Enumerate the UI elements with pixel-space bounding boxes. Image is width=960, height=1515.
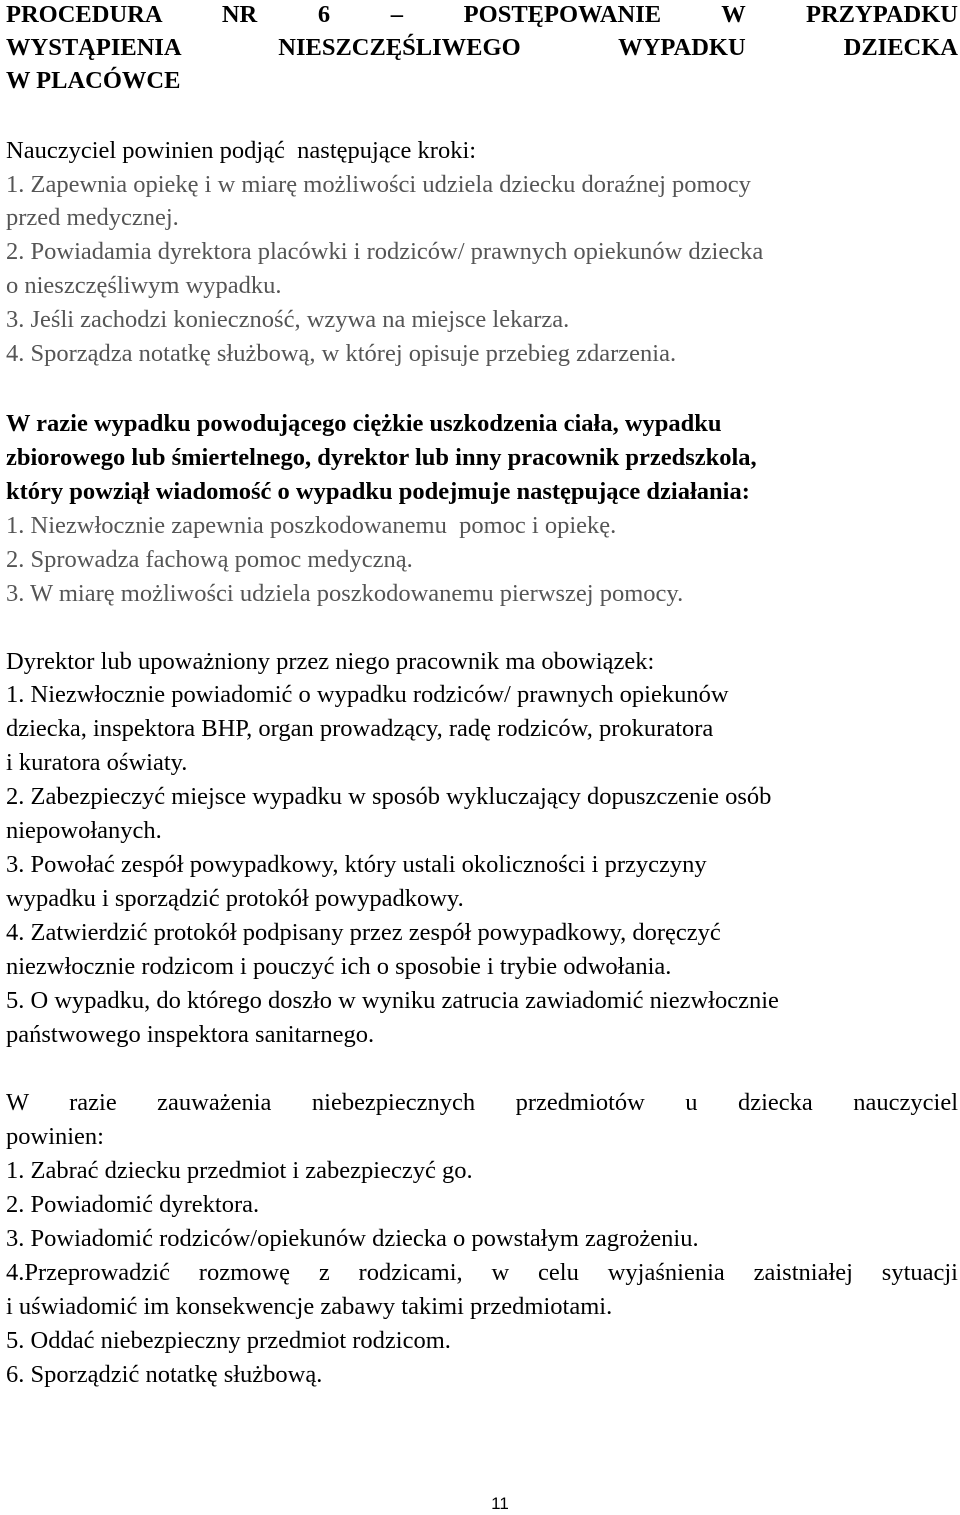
section3-line: niepowołanych.	[6, 817, 162, 844]
page-number: 11	[491, 1494, 509, 1513]
title-line-3: W PLACÓWCE	[6, 67, 181, 94]
section1-line: 4. Sporządza notatkę służbową, w której opisuje przebieg zdarzenia.	[6, 340, 677, 367]
section4-line: 2. Powiadomić dyrektora.	[6, 1191, 260, 1218]
section3-line: niezwłocznie rodzicom i pouczyć ich o sposobie i trybie odwołania.	[6, 953, 672, 980]
section3-line: 4. Zatwierdzić protokół podpisany przez zespół powypadkowy, doręczyć	[6, 919, 721, 946]
section3-line: państwowego inspektora sanitarnego.	[6, 1021, 375, 1048]
section2-intro-line: który powziął wiadomość o wypadku podejmuje następujące działania:	[6, 478, 750, 505]
section4-line: 3. Powiadomić rodziców/opiekunów dziecka o powstałym zagrożeniu.	[6, 1225, 699, 1252]
section3-line: 1. Niezwłocznie powiadomić o wypadku rodziców/ prawnych opiekunów	[6, 681, 729, 708]
section2-line: 2. Sprowadza fachową pomoc medyczną.	[6, 546, 413, 573]
section2-line: 3. W miarę możliwości udziela poszkodowanemu pierwszej pomocy.	[6, 580, 684, 607]
section3-intro: Dyrektor lub upoważniony przez niego pracownik ma obowiązek:	[6, 648, 655, 675]
section1-line: 3. Jeśli zachodzi konieczność, wzywa na miejsce lekarza.	[6, 306, 570, 333]
section3-line: 5. O wypadku, do którego doszło w wyniku zatrucia zawiadomić niezwłocznie	[6, 987, 779, 1014]
section4-item4-line: 4.Przeprowadzić rozmowę z rodzicami, w celu wyjaśnienia zaistniałej sytuacji	[6, 1259, 958, 1286]
title-line-1: PROCEDURA NR 6 – POSTĘPOWANIE W PRZYPADKU	[6, 1, 958, 28]
section1-line: o nieszczęśliwym wypadku.	[6, 272, 282, 299]
section4-line: 6. Sporządzić notatkę służbową.	[6, 1361, 323, 1388]
section4-line: i uświadomić im konsekwencje zabawy takimi przedmiotami.	[6, 1293, 613, 1320]
section3-line: wypadku i sporządzić protokół powypadkowy.	[6, 885, 464, 912]
section1-line: 2. Powiadamia dyrektora placówki i rodziców/ prawnych opiekunów dziecka	[6, 238, 764, 265]
title-line-2: WYSTĄPIENIA NIESZCZĘŚLIWEGO WYPADKU DZIECKA	[6, 34, 958, 61]
section2-line: 1. Niezwłocznie zapewnia poszkodowanemu pomoc i opiekę.	[6, 512, 617, 539]
section3-line: dziecka, inspektora BHP, organ prowadzący, radę rodziców, prokuratora	[6, 715, 714, 742]
section3-line: i kuratora oświaty.	[6, 749, 188, 776]
section2-intro-line: zbiorowego lub śmiertelnego, dyrektor lub inny pracownik przedszkola,	[6, 444, 757, 471]
section3-line: 3. Powołać zespół powypadkowy, który ustali okoliczności i przyczyny	[6, 851, 707, 878]
section2-intro-line: W razie wypadku powodującego ciężkie uszkodzenia ciała, wypadku	[6, 410, 722, 437]
section4-line: 1. Zabrać dziecku przedmiot i zabezpieczyć go.	[6, 1157, 473, 1184]
section4-line: 5. Oddać niebezpieczny przedmiot rodzicom.	[6, 1327, 451, 1354]
section1-line: przed medycznej.	[6, 204, 179, 231]
section3-line: 2. Zabezpieczyć miejsce wypadku w sposób wykluczający dopuszczenie osób	[6, 783, 772, 810]
section4-intro-line-2: powinien:	[6, 1123, 104, 1150]
section1-intro: Nauczyciel powinien podjąć następujące kroki:	[6, 137, 477, 164]
section4-intro-line-1: W razie zauważenia niebezpiecznych przedmiotów u dziecka nauczyciel	[6, 1089, 958, 1116]
section1-line: 1. Zapewnia opiekę i w miarę możliwości udziela dziecku doraźnej pomocy	[6, 171, 751, 198]
